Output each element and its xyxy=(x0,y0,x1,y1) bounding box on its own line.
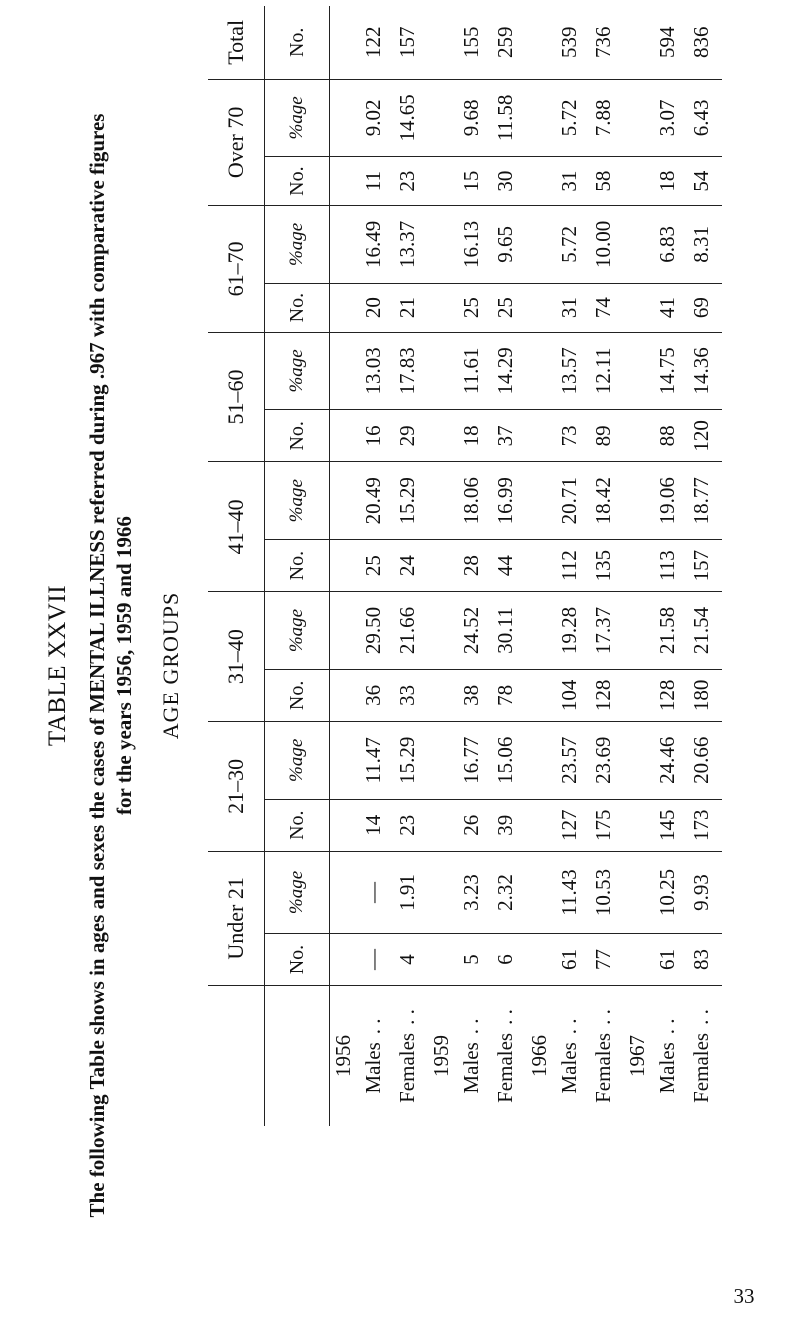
table-row xyxy=(684,6,722,1126)
spacer-cell xyxy=(526,539,552,591)
table-cell: 28 xyxy=(454,539,488,591)
table-cell: 9.02 xyxy=(356,79,390,157)
table-cell: 7.88 xyxy=(586,79,624,157)
spacer-cell xyxy=(428,851,454,933)
spacer-cell xyxy=(428,206,454,284)
spacer-cell xyxy=(330,79,357,157)
table-cell: 23.57 xyxy=(552,722,586,800)
table-cell: 13.37 xyxy=(390,206,428,284)
spacer-cell xyxy=(428,410,454,462)
spacer-cell xyxy=(526,157,552,206)
table-cell: 157 xyxy=(390,6,428,79)
table-cell: 9.65 xyxy=(488,206,526,284)
year-label: 1959 xyxy=(428,1035,453,1077)
spacer-cell xyxy=(526,799,552,851)
group-header: 61–70 xyxy=(208,206,265,333)
spacer-cell xyxy=(428,539,454,591)
table-cell: 19.06 xyxy=(650,462,684,540)
table-cell: 155 xyxy=(454,6,488,79)
table-cell: 16.49 xyxy=(356,206,390,284)
no-header: No. xyxy=(265,157,330,206)
group-header: Over 70 xyxy=(208,79,265,206)
table-cell: 4 xyxy=(390,934,428,986)
year-row xyxy=(428,6,454,1126)
table-cell: 5.72 xyxy=(552,206,586,284)
pct-header: %age xyxy=(265,462,330,540)
group-header: 51–60 xyxy=(208,332,265,462)
table-cell: 33 xyxy=(390,669,428,721)
spacer-cell xyxy=(330,669,357,721)
table-cell: 41 xyxy=(650,283,684,332)
year-label: 1966 xyxy=(526,1035,551,1077)
pct-header: %age xyxy=(265,332,330,410)
spacer-cell xyxy=(624,934,650,986)
year-row xyxy=(526,6,552,1126)
spacer-cell xyxy=(526,283,552,332)
spacer-cell xyxy=(330,592,357,670)
table-cell: 74 xyxy=(586,283,624,332)
table-cell: 25 xyxy=(356,539,390,591)
spacer-cell xyxy=(526,79,552,157)
spacer-cell xyxy=(624,410,650,462)
table-cell: 29 xyxy=(390,410,428,462)
leader-dots: . . xyxy=(556,1018,581,1035)
spacer-cell xyxy=(624,722,650,800)
table-cell: 8.31 xyxy=(684,206,722,284)
table-cell: 30 xyxy=(488,157,526,206)
table-cell: 69 xyxy=(684,283,722,332)
leader-dots: . . xyxy=(394,1009,419,1025)
spacer-cell xyxy=(330,6,357,79)
spacer-cell xyxy=(428,934,454,986)
table-cell: 61 xyxy=(650,934,684,986)
table-cell: 157 xyxy=(684,539,722,591)
spacer-cell xyxy=(624,6,650,79)
table-cell: 58 xyxy=(586,157,624,206)
group-header: 21–30 xyxy=(208,722,265,852)
sex-label-cell xyxy=(586,986,624,1127)
sex-label: Males xyxy=(654,1042,679,1094)
table-cell: — xyxy=(356,934,390,986)
leader-dots: . . xyxy=(654,1018,679,1035)
pct-header: %age xyxy=(265,592,330,670)
spacer-cell xyxy=(330,410,357,462)
table-cell: 23.69 xyxy=(586,722,624,800)
table-cell: 18.06 xyxy=(454,462,488,540)
table-cell: 14.75 xyxy=(650,332,684,410)
table-cell: 6 xyxy=(488,934,526,986)
table-row xyxy=(586,6,624,1126)
table-cell: 9.68 xyxy=(454,79,488,157)
table-cell: 31 xyxy=(552,157,586,206)
table-cell: 21.54 xyxy=(684,592,722,670)
table-row xyxy=(552,6,586,1126)
sex-label-cell xyxy=(454,986,488,1127)
sex-label: Females xyxy=(394,1032,419,1103)
year-row xyxy=(624,6,650,1126)
table-cell: 5 xyxy=(454,934,488,986)
table-cell: 736 xyxy=(586,6,624,79)
spacer-cell xyxy=(624,799,650,851)
table-cell: 24.46 xyxy=(650,722,684,800)
sex-label: Males xyxy=(360,1042,385,1094)
table-cell: 21 xyxy=(390,283,428,332)
table-cell: 54 xyxy=(684,157,722,206)
group-header: 41–40 xyxy=(208,462,265,592)
table-cell: 10.53 xyxy=(586,851,624,933)
table-cell: 14.65 xyxy=(390,79,428,157)
table-cell: 38 xyxy=(454,669,488,721)
table-cell: 11.61 xyxy=(454,332,488,410)
table-cell: 18 xyxy=(454,410,488,462)
table-cell: 11.58 xyxy=(488,79,526,157)
table-cell: 10.00 xyxy=(586,206,624,284)
spacer-cell xyxy=(428,79,454,157)
table-cell: 18 xyxy=(650,157,684,206)
table-row xyxy=(390,6,428,1126)
table-label: TABLE XXVII xyxy=(44,584,71,747)
table-cell: 14.36 xyxy=(684,332,722,410)
spacer-cell xyxy=(526,851,552,933)
table-row xyxy=(356,6,390,1126)
sub-header-row xyxy=(265,6,330,1126)
spacer-cell xyxy=(428,6,454,79)
table-cell: 23 xyxy=(390,157,428,206)
table-cell: 37 xyxy=(488,410,526,462)
table-cell: 36 xyxy=(356,669,390,721)
spacer-cell xyxy=(526,592,552,670)
spacer-cell xyxy=(330,539,357,591)
table-cell: 11.47 xyxy=(356,722,390,800)
leader-dots: . . xyxy=(492,1009,517,1025)
table-cell: 16.99 xyxy=(488,462,526,540)
table-cell: 25 xyxy=(454,283,488,332)
spacer-cell xyxy=(330,934,357,986)
table-cell: 145 xyxy=(650,799,684,851)
sex-label: Males xyxy=(556,1042,581,1094)
table-row xyxy=(650,6,684,1126)
table-cell: 88 xyxy=(650,410,684,462)
spacer-cell xyxy=(526,6,552,79)
table-cell: 77 xyxy=(586,934,624,986)
table-cell: 113 xyxy=(650,539,684,591)
spacer-cell xyxy=(526,462,552,540)
table-cell: 135 xyxy=(586,539,624,591)
spacer-cell xyxy=(526,206,552,284)
leader-dots: . . xyxy=(590,1009,615,1025)
spacer-cell xyxy=(624,206,650,284)
spacer-cell xyxy=(330,722,357,800)
group-header: Under 21 xyxy=(208,851,265,985)
table-cell: 5.72 xyxy=(552,79,586,157)
table-cell: 10.25 xyxy=(650,851,684,933)
spacer-cell xyxy=(330,462,357,540)
row-label-subheader xyxy=(265,986,330,1127)
spacer-cell xyxy=(428,722,454,800)
table-cell: 6.83 xyxy=(650,206,684,284)
table-cell: 23 xyxy=(390,799,428,851)
spacer-cell xyxy=(624,462,650,540)
table-cell: 120 xyxy=(684,410,722,462)
sex-label-cell xyxy=(488,986,526,1127)
table-cell: 16.77 xyxy=(454,722,488,800)
table-cell: 20 xyxy=(356,283,390,332)
table-cell: — xyxy=(356,851,390,933)
sex-label-cell xyxy=(552,986,586,1127)
table-cell: 29.50 xyxy=(356,592,390,670)
table-cell: 15.29 xyxy=(390,462,428,540)
no-header: No. xyxy=(265,669,330,721)
no-header: No. xyxy=(265,799,330,851)
table-row xyxy=(488,6,526,1126)
spacer-cell xyxy=(330,851,357,933)
spacer-cell xyxy=(428,157,454,206)
spacer-cell xyxy=(624,592,650,670)
page-number: 33 xyxy=(733,1284,755,1308)
table-cell: 83 xyxy=(684,934,722,986)
spacer-cell xyxy=(624,79,650,157)
sex-label: Females xyxy=(688,1032,713,1103)
pct-header: %age xyxy=(265,851,330,933)
sex-label-cell xyxy=(684,986,722,1127)
table-cell: 14.29 xyxy=(488,332,526,410)
spacer-cell xyxy=(428,669,454,721)
spacer-cell xyxy=(624,283,650,332)
spacer-cell xyxy=(624,332,650,410)
table-cell: 13.03 xyxy=(356,332,390,410)
caption-line-1: The following Table shows in ages and sexes the cases of MENTAL ILLNESS referred during .967 with comparative figures xyxy=(85,113,109,1218)
table-cell: 15.06 xyxy=(488,722,526,800)
table-body xyxy=(330,6,723,1126)
table-cell: 78 xyxy=(488,669,526,721)
spacer-cell xyxy=(526,934,552,986)
spacer-cell xyxy=(526,332,552,410)
no-header: No. xyxy=(265,6,330,79)
table-cell: 12.11 xyxy=(586,332,624,410)
table-cell: 31 xyxy=(552,283,586,332)
no-header: No. xyxy=(265,539,330,591)
spacer-cell xyxy=(526,410,552,462)
table-cell: 13.57 xyxy=(552,332,586,410)
sex-label-cell xyxy=(356,986,390,1127)
spacer-cell xyxy=(330,157,357,206)
table-cell: 3.23 xyxy=(454,851,488,933)
table-cell: 39 xyxy=(488,799,526,851)
table-cell: 19.28 xyxy=(552,592,586,670)
group-header: Total xyxy=(208,6,265,79)
table-cell: 17.83 xyxy=(390,332,428,410)
table-cell: 175 xyxy=(586,799,624,851)
table-cell: 128 xyxy=(586,669,624,721)
spacer-cell xyxy=(624,539,650,591)
no-header: No. xyxy=(265,934,330,986)
table-cell: 180 xyxy=(684,669,722,721)
spacer-cell xyxy=(428,799,454,851)
spacer-cell xyxy=(526,669,552,721)
table-cell: 3.07 xyxy=(650,79,684,157)
table-cell: 128 xyxy=(650,669,684,721)
table-cell: 1.91 xyxy=(390,851,428,933)
spacer-cell xyxy=(624,851,650,933)
table-cell: 11 xyxy=(356,157,390,206)
table-cell: 44 xyxy=(488,539,526,591)
spacer-cell xyxy=(330,206,357,284)
table-cell: 24 xyxy=(390,539,428,591)
table-cell: 18.77 xyxy=(684,462,722,540)
table-cell: 15.29 xyxy=(390,722,428,800)
leader-dots: . . xyxy=(688,1009,713,1025)
spacer-cell xyxy=(330,283,357,332)
table-cell: 30.11 xyxy=(488,592,526,670)
table-cell: 73 xyxy=(552,410,586,462)
table-cell: 20.49 xyxy=(356,462,390,540)
table-cell: 112 xyxy=(552,539,586,591)
table-cell: 122 xyxy=(356,6,390,79)
table-cell: 539 xyxy=(552,6,586,79)
spacer-cell xyxy=(624,157,650,206)
table-cell: 26 xyxy=(454,799,488,851)
table-cell: 104 xyxy=(552,669,586,721)
table-cell: 15 xyxy=(454,157,488,206)
no-header: No. xyxy=(265,283,330,332)
table-cell: 20.71 xyxy=(552,462,586,540)
spacer-cell xyxy=(428,592,454,670)
sex-label: Females xyxy=(492,1032,517,1103)
table-cell: 11.43 xyxy=(552,851,586,933)
caption-line-2: for the years 1956, 1959 and 1966 xyxy=(112,516,136,815)
table-cell: 173 xyxy=(684,799,722,851)
table-cell: 594 xyxy=(650,6,684,79)
pct-header: %age xyxy=(265,722,330,800)
table-cell: 21.58 xyxy=(650,592,684,670)
table-cell: 9.93 xyxy=(684,851,722,933)
table-cell: 2.32 xyxy=(488,851,526,933)
table-cell: 259 xyxy=(488,6,526,79)
table-cell: 14 xyxy=(356,799,390,851)
table-cell: 24.52 xyxy=(454,592,488,670)
section-heading: AGE GROUPS xyxy=(158,591,183,740)
table-cell: 16 xyxy=(356,410,390,462)
table-cell: 18.42 xyxy=(586,462,624,540)
spacer-cell xyxy=(330,332,357,410)
pct-header: %age xyxy=(265,206,330,284)
table-cell: 17.37 xyxy=(586,592,624,670)
age-groups-table xyxy=(208,6,722,1126)
spacer-cell xyxy=(428,462,454,540)
year-label: 1956 xyxy=(330,1035,355,1077)
table-cell: 21.66 xyxy=(390,592,428,670)
group-header-row xyxy=(208,6,265,1126)
table-cell: 127 xyxy=(552,799,586,851)
table-cell: 836 xyxy=(684,6,722,79)
sex-label: Females xyxy=(590,1032,615,1103)
year-row xyxy=(330,6,357,1126)
table-cell: 61 xyxy=(552,934,586,986)
spacer-cell xyxy=(428,283,454,332)
sex-label-cell xyxy=(390,986,428,1127)
no-header: No. xyxy=(265,410,330,462)
table-cell: 20.66 xyxy=(684,722,722,800)
spacer-cell xyxy=(624,669,650,721)
leader-dots: . . xyxy=(458,1018,483,1035)
spacer-cell xyxy=(526,722,552,800)
spacer-cell xyxy=(428,332,454,410)
sex-label: Males xyxy=(458,1042,483,1094)
table-cell: 16.13 xyxy=(454,206,488,284)
table-cell: 25 xyxy=(488,283,526,332)
table-cell: 6.43 xyxy=(684,79,722,157)
year-label: 1967 xyxy=(624,1035,649,1077)
pct-header: %age xyxy=(265,79,330,157)
group-header: 31–40 xyxy=(208,592,265,722)
spacer-cell xyxy=(330,799,357,851)
table-row xyxy=(454,6,488,1126)
sex-label-cell xyxy=(650,986,684,1127)
table-cell: 89 xyxy=(586,410,624,462)
row-label-header xyxy=(208,986,265,1127)
leader-dots: . . xyxy=(360,1018,385,1035)
